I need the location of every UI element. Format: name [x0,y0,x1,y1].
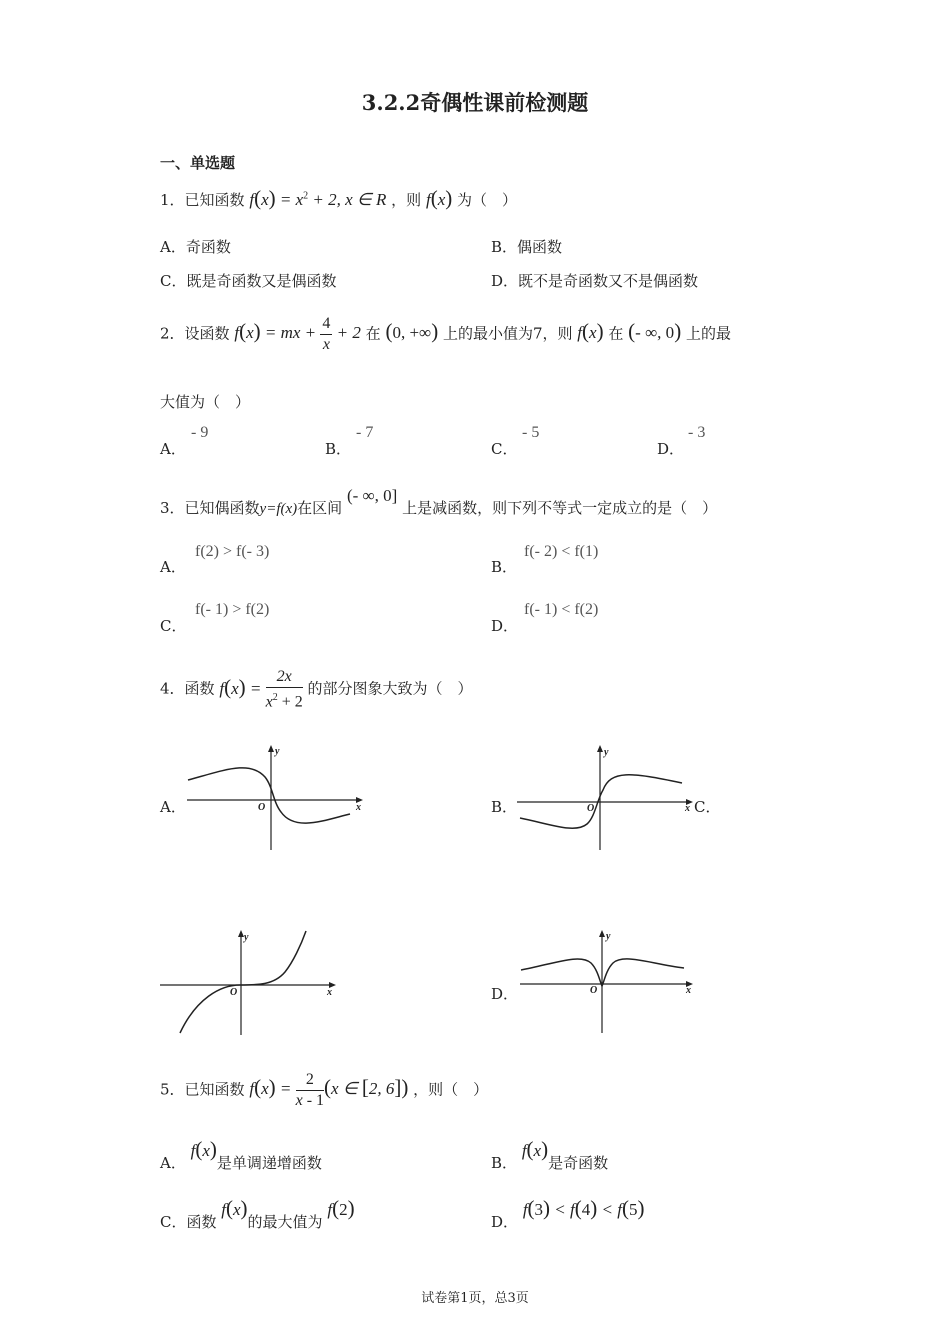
graph-b-x-label: x [685,803,690,814]
q5-option-b-text: 是奇函数 [548,1154,609,1172]
q3-option-b[interactable]: B． [491,558,518,576]
q3-option-b-value: f(- 2) < f(1) [524,543,599,560]
q3-yfx: y=f(x) [259,501,298,517]
question-5 [160,1070,488,1111]
q2-option-b-value: - 7 [356,424,374,441]
q5-option-d[interactable] [491,1196,645,1233]
q4-option-d[interactable]: D． [491,985,519,1003]
q2-stem-cont: 大值为（ ） [160,393,251,411]
q1-fx: f(x) [425,186,453,210]
q3-option-a-value: f(2) > f(- 3) [195,543,270,560]
q2-option-a[interactable]: A． [160,440,186,458]
q5-option-c-text: 的最大值为 [247,1213,323,1231]
q2-interval-neg: (- ∞, 0) [628,319,682,344]
q3-option-d[interactable]: D． [491,617,519,635]
q2-t2: 上的最小值为7，则 [442,324,573,343]
q5-stem: 5．已知函数 [160,1080,245,1099]
graph-d-x-label: x [686,985,691,996]
q2-option-d[interactable]: D． [657,440,685,458]
graph-b-origin: O [587,803,595,814]
q4-tail: 的部分图象大致为（ ） [307,679,473,698]
section-heading: 一、单选题 [160,154,236,172]
page-title: 3.2.2奇偶性课前检测题 [361,90,589,115]
q1-option-b[interactable]: B．偶函数 [491,238,563,256]
q5-option-b-fx: f(x) [521,1137,549,1161]
q1-mid: ，则 [391,191,422,209]
q2-stem: 2．设函数 [160,324,230,343]
q5-option-c-letter: C．函数 [160,1213,217,1231]
q5-option-d-letter: D． [491,1213,519,1231]
q5-tail: ，则（ ） [413,1080,489,1099]
q5-option-c-fx: f(x) [221,1196,248,1220]
q2-option-c[interactable]: C． [491,440,518,458]
q2-option-b[interactable]: B． [325,440,352,458]
q2-option-d-value: - 3 [688,424,706,441]
q2-fx: f(x) [577,319,604,344]
graph-d-origin: O [590,985,598,996]
q4-graph-c [158,927,343,1037]
q1-option-c[interactable]: C．既是奇函数又是偶函数 [160,272,337,290]
q3-interval: (- ∞, 0] [346,486,398,505]
q3-option-c-value: f(- 1) > f(2) [195,601,270,618]
q2-option-a-value: - 9 [191,424,209,441]
q5-option-a-letter: A． [160,1154,186,1172]
q5-option-a[interactable] [160,1137,322,1174]
question-3 [160,486,718,518]
q4-option-a[interactable]: A． [160,798,186,816]
question-2 [160,314,731,355]
q5-option-c-f2: f(2) [327,1196,355,1220]
q5-formula: f(x) = $\frac{2}{x - 1}$ (x ∈ [2, 6]) [249,1071,409,1109]
q5-option-a-text: 是单调递增函数 [216,1154,322,1172]
q1-formula: $f(x) = x^2 + 2$, x ∈ R [249,186,387,210]
q3-text3: 上是减函数，则下列不等式一定成立的是（ ） [402,499,718,517]
q5-option-b[interactable] [491,1137,609,1174]
q4-stem: 4．函数 [160,679,215,698]
q2-option-c-value: - 5 [522,424,540,441]
q2-t4: 上的最 [685,324,731,343]
q3-stem: 3．已知偶函数 [160,499,260,517]
q3-option-d-value: f(- 1) < f(2) [524,601,599,618]
question-1 [160,186,517,211]
q5-option-c[interactable] [160,1196,355,1233]
q2-t1: 在 [365,324,381,343]
graph-a-origin: O [258,802,266,813]
graph-a-x-label: x [356,802,361,813]
q2-t3: 在 [608,324,624,343]
graph-c-x-label: x [327,987,332,998]
q4-option-c[interactable]: C． [694,798,721,816]
page-footer: 试卷第1页，总3页 [421,1291,529,1306]
question-4 [160,667,473,712]
q4-graph-a [185,742,370,852]
q5-option-d-formula: f(3) < f(4) < f(5) [522,1196,645,1220]
q1-tail: 为（ ） [457,191,518,209]
q4-option-b[interactable]: B． [491,798,518,816]
q5-option-a-fx: f(x) [190,1137,217,1161]
q2-formula: f(x) = mx + $\frac{4}{x}$ + 2 [234,315,361,353]
q1-option-a[interactable]: A．奇函数 [160,238,231,256]
q2-interval-pos: (0, +∞) [385,319,439,344]
graph-c-y-label: y [244,932,249,943]
graph-a-y-label: y [275,746,280,757]
q4-graph-d [518,927,703,1037]
graph-c-origin: O [230,987,238,998]
graph-d-y-label: y [606,931,611,942]
q4-formula: f(x) = $\frac{2x}{x^2 + 2}$ [219,668,303,711]
q3-text2: 在区间 [297,499,343,517]
q5-option-b-letter: B． [491,1154,518,1172]
q1-stem: 1．已知函数 [160,191,245,209]
q3-option-c[interactable]: C． [160,617,187,635]
q4-graph-b [515,742,700,852]
graph-b-y-label: y [604,747,609,758]
q3-option-a[interactable]: A． [160,558,186,576]
q1-option-d[interactable]: D．既不是奇函数又不是偶函数 [491,272,699,290]
